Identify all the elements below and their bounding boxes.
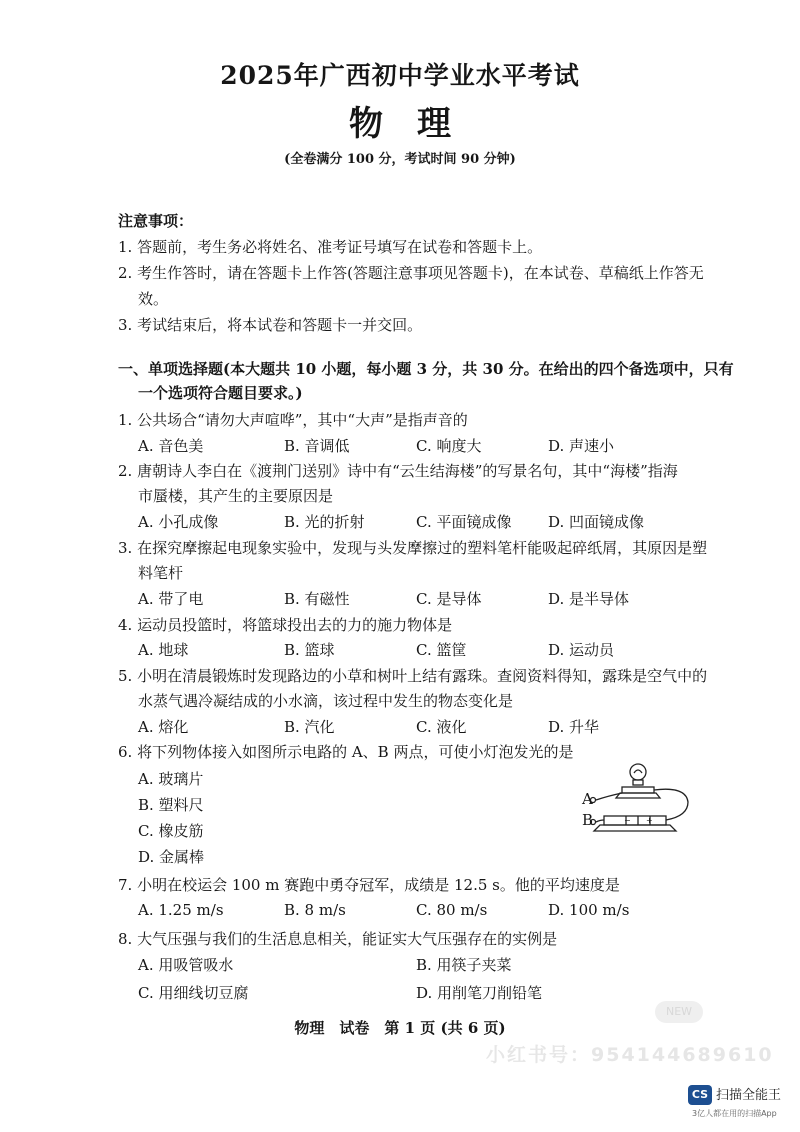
note-item-1: 1. 答题前，考生务必将姓名、准考证号填写在试卷和答题卡上。 [118, 238, 543, 256]
q7-option-b: B. 8 m/s [284, 901, 346, 919]
question-2-stem: 2. 唐朝诗人李白在《渡荆门送别》诗中有“云生结海楼”的写景名句，其中“海楼”指海 [118, 462, 678, 480]
q1-option-d: D. 声速小 [548, 437, 615, 455]
subject-title: 物 理 [349, 104, 451, 144]
question-5-stem: 5. 小明在清晨锻炼时发现路边的小草和树叶上结有露珠。查阅资料得知，露珠是空气中的 [118, 667, 708, 685]
watermark-stamp: NEW [655, 1001, 703, 1023]
svg-text:−: − [624, 816, 631, 825]
q3-option-c: C. 是导体 [416, 590, 482, 608]
q2-option-d: D. 凹面镜成像 [548, 513, 645, 531]
circuit-diagram [576, 760, 696, 844]
page-footer: 物理 试卷 第 1 页 (共 6 页) [294, 1019, 506, 1037]
q4-option-d: D. 运动员 [548, 641, 615, 659]
q6-option-a: A. 玻璃片 [138, 770, 204, 788]
q2-option-b: B. 光的折射 [284, 513, 365, 531]
q3-option-a: A. 带了电 [138, 590, 204, 608]
section-heading: 一、单项选择题(本大题共 10 小题，每小题 3 分，共 30 分。在给出的四个备选项中，只有 [118, 360, 734, 378]
exam-meta: (全卷满分 100 分，考试时间 90 分钟) [284, 152, 516, 167]
question-8-stem: 8. 大气压强与我们的生活息息相关，能证实大气压强存在的实例是 [118, 930, 558, 948]
q8-option-a: A. 用吸管吸水 [138, 956, 234, 974]
q7-option-a: A. 1.25 m/s [138, 901, 224, 919]
q7-option-c: C. 80 m/s [416, 901, 488, 919]
q1-option-c: C. 响度大 [416, 437, 482, 455]
question-4-stem: 4. 运动员投篮时，将篮球投出去的力的施力物体是 [118, 616, 453, 634]
watermark-text: 小红书号：954144689610 [486, 1044, 774, 1066]
question-3-stem-cont: 料笔杆 [138, 564, 184, 582]
q8-option-c: C. 用细线切豆腐 [138, 984, 249, 1002]
question-3-stem: 3. 在探究摩擦起电现象实验中，发现与头发摩擦过的塑料笔杆能吸起碎纸屑，其原因是塑 [118, 539, 708, 557]
q1-option-b: B. 音调低 [284, 437, 350, 455]
q2-option-c: C. 平面镜成像 [416, 513, 512, 531]
q4-option-a: A. 地球 [138, 641, 189, 659]
q3-option-b: B. 有磁性 [284, 590, 350, 608]
q6-option-b: B. 塑料尺 [138, 796, 204, 814]
q4-option-b: B. 篮球 [284, 641, 335, 659]
circuit-label-b: B [582, 811, 594, 829]
scanner-logo-icon: CS [688, 1085, 712, 1105]
svg-text:+: + [646, 816, 653, 825]
q5-option-c: C. 液化 [416, 718, 467, 736]
q7-option-d: D. 100 m/s [548, 901, 630, 919]
q6-option-c: C. 橡皮筋 [138, 822, 204, 840]
note-item-3: 3. 考试结束后，将本试卷和答题卡一并交回。 [118, 316, 423, 334]
section-heading-cont: 一个选项符合题目要求。) [138, 384, 303, 402]
q8-option-b: B. 用筷子夹菜 [416, 956, 512, 974]
q2-option-a: A. 小孔成像 [138, 513, 219, 531]
scanner-app-name: 扫描全能王 [716, 1088, 782, 1103]
q1-option-a: A. 音色美 [138, 437, 204, 455]
circuit-label-a: A [582, 790, 593, 808]
question-6-stem: 6. 将下列物体接入如图所示电路的 A、B 两点，可使小灯泡发光的是 [118, 743, 574, 761]
note-item-2-cont: 效。 [138, 290, 169, 308]
bulb-icon [630, 764, 646, 780]
notes-heading: 注意事项： [118, 212, 194, 230]
note-item-2: 2. 考生作答时，请在答题卡上作答(答题注意事项见答题卡)，在本试卷、草稿纸上作答无 [118, 264, 704, 282]
q5-option-b: B. 汽化 [284, 718, 335, 736]
question-5-stem-cont: 水蒸气遇冷凝结成的小水滴，该过程中发生的物态变化是 [138, 692, 514, 710]
exam-title: 2025年广西初中学业水平考试 [220, 61, 580, 90]
question-1-stem: 1. 公共场合“请勿大声喧哗”，其中“大声”是指声音的 [118, 411, 468, 429]
q5-option-d: D. 升华 [548, 718, 600, 736]
scanner-tagline: 3亿人都在用的扫描App [692, 1109, 777, 1118]
q5-option-a: A. 熔化 [138, 718, 189, 736]
question-2-stem-cont: 市蜃楼，其产生的主要原因是 [138, 487, 334, 505]
question-7-stem: 7. 小明在校运会 100 m 赛跑中勇夺冠军，成绩是 12.5 s。他的平均速度是 [118, 876, 620, 894]
q6-option-d: D. 金属棒 [138, 848, 205, 866]
q3-option-d: D. 是半导体 [548, 590, 630, 608]
q4-option-c: C. 篮筐 [416, 641, 467, 659]
q8-option-d: D. 用削笔刀削铅笔 [416, 984, 543, 1002]
